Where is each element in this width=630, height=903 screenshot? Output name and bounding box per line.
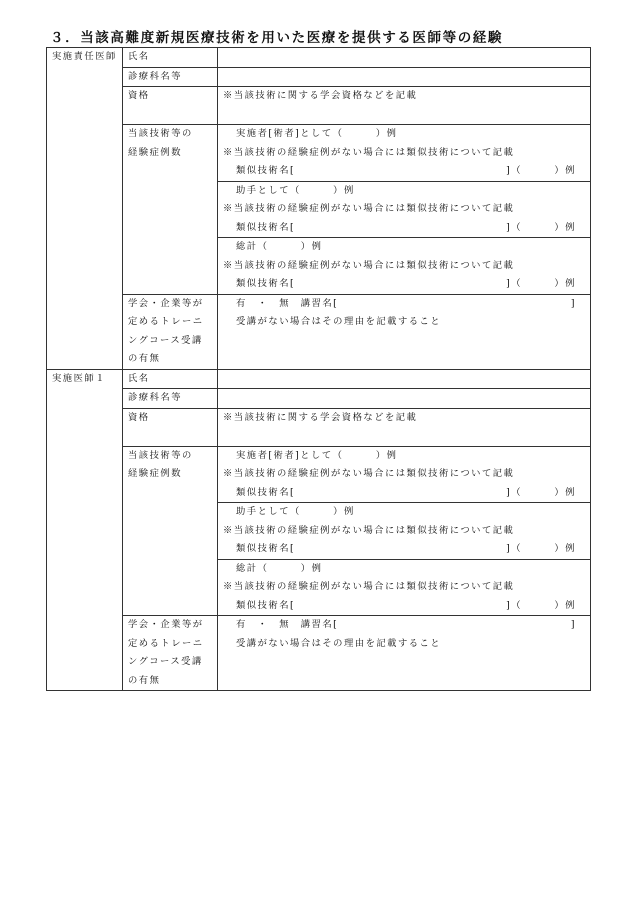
similar-note: ※当該技術の経験症例がない場合には類似技術について記載 bbox=[223, 581, 515, 592]
training-label: 学会・企業等が 定めるトレーニ ングコース受講 の有無 bbox=[123, 294, 218, 369]
qualification-note: ※当該技術に関する学会資格などを記載 bbox=[223, 90, 418, 101]
assistant-count-line: 助手として（ ）例 bbox=[236, 506, 355, 517]
assistant-count-line: 助手として（ ）例 bbox=[236, 184, 355, 196]
training-field[interactable] bbox=[218, 294, 591, 369]
similar-technique-line: 類似技術名[ ]（ ）例 bbox=[236, 543, 576, 554]
table-row bbox=[47, 408, 591, 446]
similar-technique-line: 類似技術名[ ]（ ）例 bbox=[236, 165, 576, 176]
department-field[interactable] bbox=[218, 389, 591, 409]
training-course-line: 有 ・ 無 講習名[ ] bbox=[236, 619, 576, 630]
table-row bbox=[47, 48, 591, 68]
total-count-line: 総計（ ）例 bbox=[236, 241, 323, 252]
operator-experience-field[interactable] bbox=[218, 125, 591, 182]
similar-note: ※当該技術の経験症例がない場合には類似技術について記載 bbox=[223, 259, 515, 271]
name-field[interactable] bbox=[218, 369, 591, 389]
table-row bbox=[47, 389, 591, 409]
table-row bbox=[47, 87, 591, 125]
role-label: 実施医師１ bbox=[47, 369, 123, 691]
qualification-label: 資格 bbox=[123, 87, 218, 125]
total-count-line: 総計（ ）例 bbox=[236, 562, 323, 574]
similar-technique-line: 類似技術名[ ]（ ）例 bbox=[236, 221, 576, 233]
experience-label: 当該技術等の 経験症例数 bbox=[123, 446, 218, 616]
operator-count-line: 実施者[術者]として（ ）例 bbox=[236, 449, 398, 461]
similar-technique-line: 類似技術名[ ]（ ）例 bbox=[236, 599, 576, 611]
qualification-field[interactable] bbox=[218, 87, 591, 125]
similar-note: ※当該技術の経験症例がない場合には類似技術について記載 bbox=[223, 203, 515, 214]
operator-experience-field[interactable] bbox=[218, 446, 591, 503]
total-experience-field[interactable] bbox=[218, 559, 591, 616]
role-label: 実施責任医師 bbox=[47, 48, 123, 370]
assistant-experience-field[interactable] bbox=[218, 181, 591, 238]
training-label: 学会・企業等が 定めるトレーニ ングコース受講 の有無 bbox=[123, 616, 218, 691]
training-note: 受講がない場合はその理由を記載すること bbox=[236, 637, 442, 649]
page-title: ３．当該高難度新規医療技術を用いた医療を提供する医師等の経験 bbox=[50, 30, 503, 46]
training-course-line: 有 ・ 無 講習名[ ] bbox=[236, 297, 576, 309]
table-row bbox=[47, 369, 591, 389]
experience-label: 当該技術等の 経験症例数 bbox=[123, 125, 218, 295]
training-note: 受講がない場合はその理由を記載すること bbox=[236, 316, 442, 327]
similar-note: ※当該技術の経験症例がない場合には類似技術について記載 bbox=[223, 468, 515, 479]
name-label: 氏名 bbox=[123, 48, 218, 68]
similar-technique-line: 類似技術名[ ]（ ）例 bbox=[236, 486, 576, 498]
similar-technique-line: 類似技術名[ ]（ ）例 bbox=[236, 278, 576, 289]
training-field[interactable] bbox=[218, 616, 591, 691]
table-row bbox=[47, 125, 591, 182]
table-row bbox=[47, 446, 591, 503]
department-field[interactable] bbox=[218, 67, 591, 87]
assistant-experience-field[interactable] bbox=[218, 503, 591, 560]
experience-table bbox=[46, 47, 591, 691]
qualification-field[interactable] bbox=[218, 408, 591, 446]
qualification-label: 資格 bbox=[123, 408, 218, 446]
qualification-note: ※当該技術に関する学会資格などを記載 bbox=[223, 411, 418, 423]
name-label: 氏名 bbox=[123, 369, 218, 389]
department-label: 診療科名等 bbox=[123, 389, 218, 409]
similar-note: ※当該技術の経験症例がない場合には類似技術について記載 bbox=[223, 524, 515, 536]
department-label: 診療科名等 bbox=[123, 67, 218, 87]
name-field[interactable] bbox=[218, 48, 591, 68]
table-row bbox=[47, 67, 591, 87]
similar-note: ※当該技術の経験症例がない場合には類似技術について記載 bbox=[223, 146, 515, 158]
table-row bbox=[47, 294, 591, 369]
total-experience-field[interactable] bbox=[218, 238, 591, 295]
operator-count-line: 実施者[術者]として（ ）例 bbox=[236, 128, 398, 139]
table-row bbox=[47, 616, 591, 691]
